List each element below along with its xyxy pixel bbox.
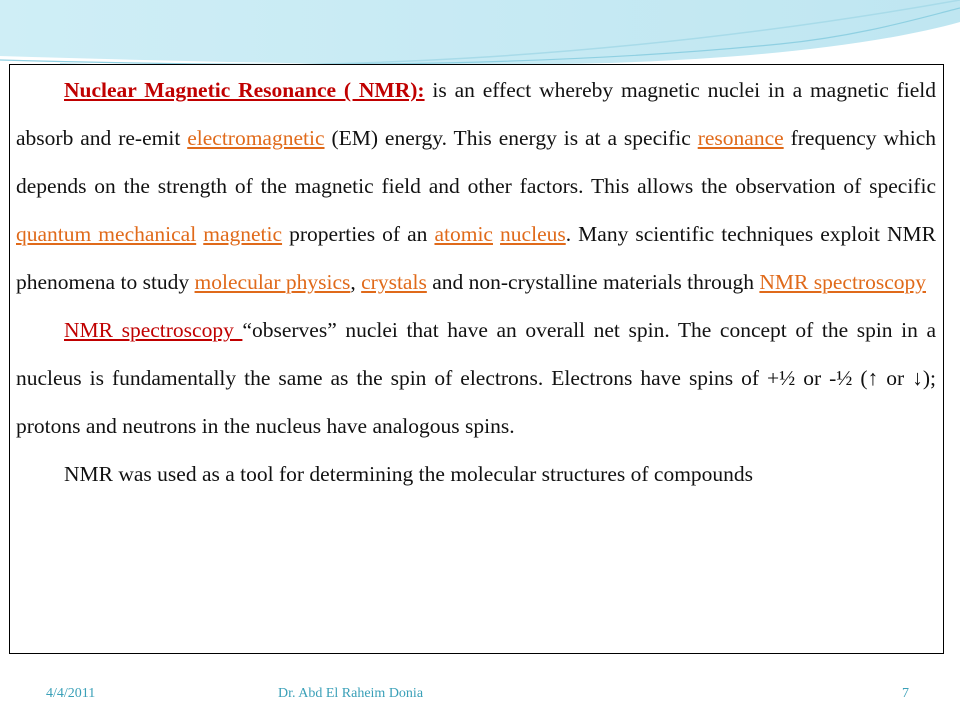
page-number: 7	[902, 686, 909, 701]
link-resonance[interactable]: resonance	[697, 126, 784, 150]
footer-date: 4/4/2011	[46, 686, 96, 701]
link-nucleus[interactable]: nucleus	[500, 222, 566, 246]
link-electromagnetic[interactable]: electromagnetic	[187, 126, 325, 150]
text-segment: (EM) energy. This energy is at a specific	[324, 126, 698, 150]
link-magnetic[interactable]: magnetic	[203, 222, 283, 246]
text-segment: properties of an	[282, 222, 435, 246]
text-segment: ,	[350, 270, 362, 294]
paragraph-nmr-definition	[16, 66, 936, 306]
slide-body	[16, 66, 936, 498]
text-segment: NMR was used as a tool for determining the molecular structures of compounds	[64, 462, 754, 486]
link-molecular-physics[interactable]: molecular physics	[194, 270, 351, 294]
term-nmr-spectroscopy[interactable]: NMR spectroscopy	[64, 318, 243, 342]
link-nmr-spectroscopy[interactable]: NMR spectroscopy	[759, 270, 926, 294]
paragraph-nmr-spectroscopy	[16, 306, 936, 450]
footer-author: Dr. Abd El Raheim Donia	[278, 686, 424, 701]
link-crystals[interactable]: crystals	[361, 270, 427, 294]
text-segment: “observes” nuclei that have an overall net spin. The concept of the spin in a nucleus is fundamentally the same as the spin of electrons. Electrons have spins of +½ or -½ (↑ or ↓); protons and neutrons in the nucleus have analogous spins.	[16, 318, 937, 438]
text-segment: is an effect whereby magnetic nuclei in a magnetic field absorb and re-emit	[16, 78, 936, 150]
link-quantum-mechanical[interactable]: quantum mechanical	[16, 222, 197, 246]
term-nmr[interactable]: Nuclear Magnetic Resonance ( NMR):	[64, 78, 425, 102]
text-segment: frequency which depends on the strength of the magnetic field and other factors. This allows the observation of specific	[16, 126, 936, 198]
text-segment: and non-crystalline materials through	[426, 270, 760, 294]
text-segment	[493, 222, 500, 246]
paragraph-nmr-usage	[16, 450, 936, 498]
link-atomic[interactable]: atomic	[434, 222, 493, 246]
text-segment: . Many scientific techniques exploit NMR phenomena to study	[16, 222, 936, 294]
